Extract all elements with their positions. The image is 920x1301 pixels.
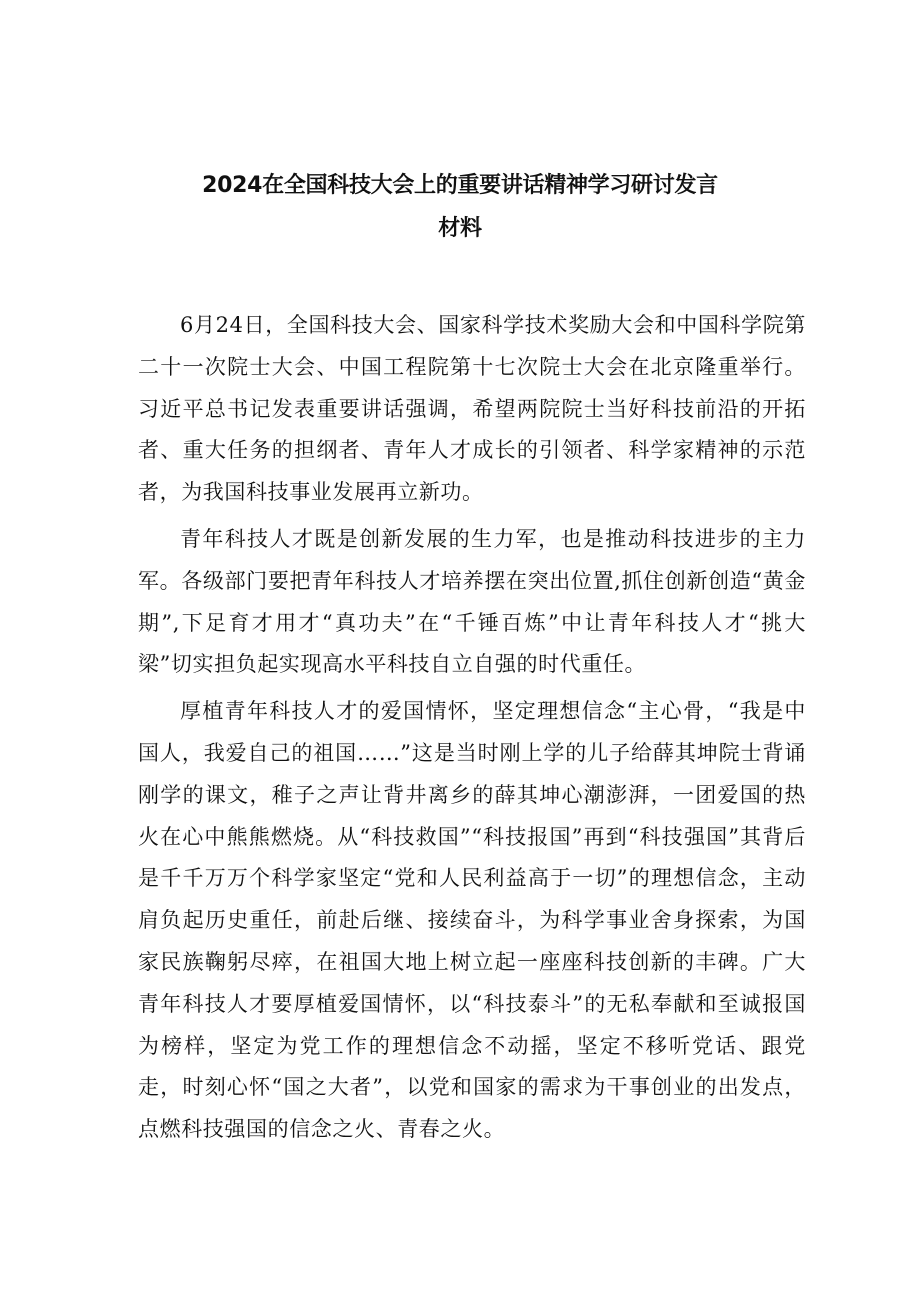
document-title-continued: 材料 [438, 216, 482, 241]
paragraph-1: 6月24日，全国科技大会、国家科学技术奖励大会和中国科学院第二十一次院士大会、中国工程院第十七次院士大会在北京隆重举行。习近平总书记发表重要讲话强调，希望两院院士当好科技前沿的开拓者、重大任务的担纲者、青年人才成长的引领者、科学家精神的示范者，为我国科技事业发展再立新功。 [138, 313, 806, 505]
paragraph-3: 厚植青年科技人才的爱国情怀，坚定理想信念“主心骨，“我是中国人，我爱自己的祖国……”这是当时刚上学的儿子给薛其坤院士背诵刚学的课文，稚子之声让背井离乡的薛其坤心潮澎湃，一团爱国的热火在心中熊熊燃烧。从“科技救国”“科技报国”再到“科技强国”其背后是千千万万个科学家坚定“党和人民利益高于一切”的理想信念，主动肩负起历史重任，前赴后继、接续奋斗，为科学事业舍身探索，为国家民族鞠躬尽瘁，在祖国大地上树立起一座座科技创新的丰碑。广大青年科技人才要厚植爱国情怀，以“科技泰斗”的无私奉献和至诚报国为榜样，坚定为党工作的理想信念不动摇，坚定不移听党话、跟党走，时刻心怀“国之大者”，以党和国家的需求为干事创业的出发点，点燃科技强国的信念之火、青春之火。 [138, 699, 806, 1142]
document-title: 2024在全国科技大会上的重要讲话精神学习研讨发言 [202, 173, 718, 198]
paragraph-2: 青年科技人才既是创新发展的生力军，也是推动科技进步的主力军。各级部门要把青年科技人才培养摆在突出位置,抓住创新创造“黄金期”,下足育才用才“真功夫”在“千锤百炼”中让青年科技人才“挑大梁”切实担负起实现高水平科技自立自强的时代重任。 [138, 526, 806, 677]
document-body [138, 305, 806, 1156]
